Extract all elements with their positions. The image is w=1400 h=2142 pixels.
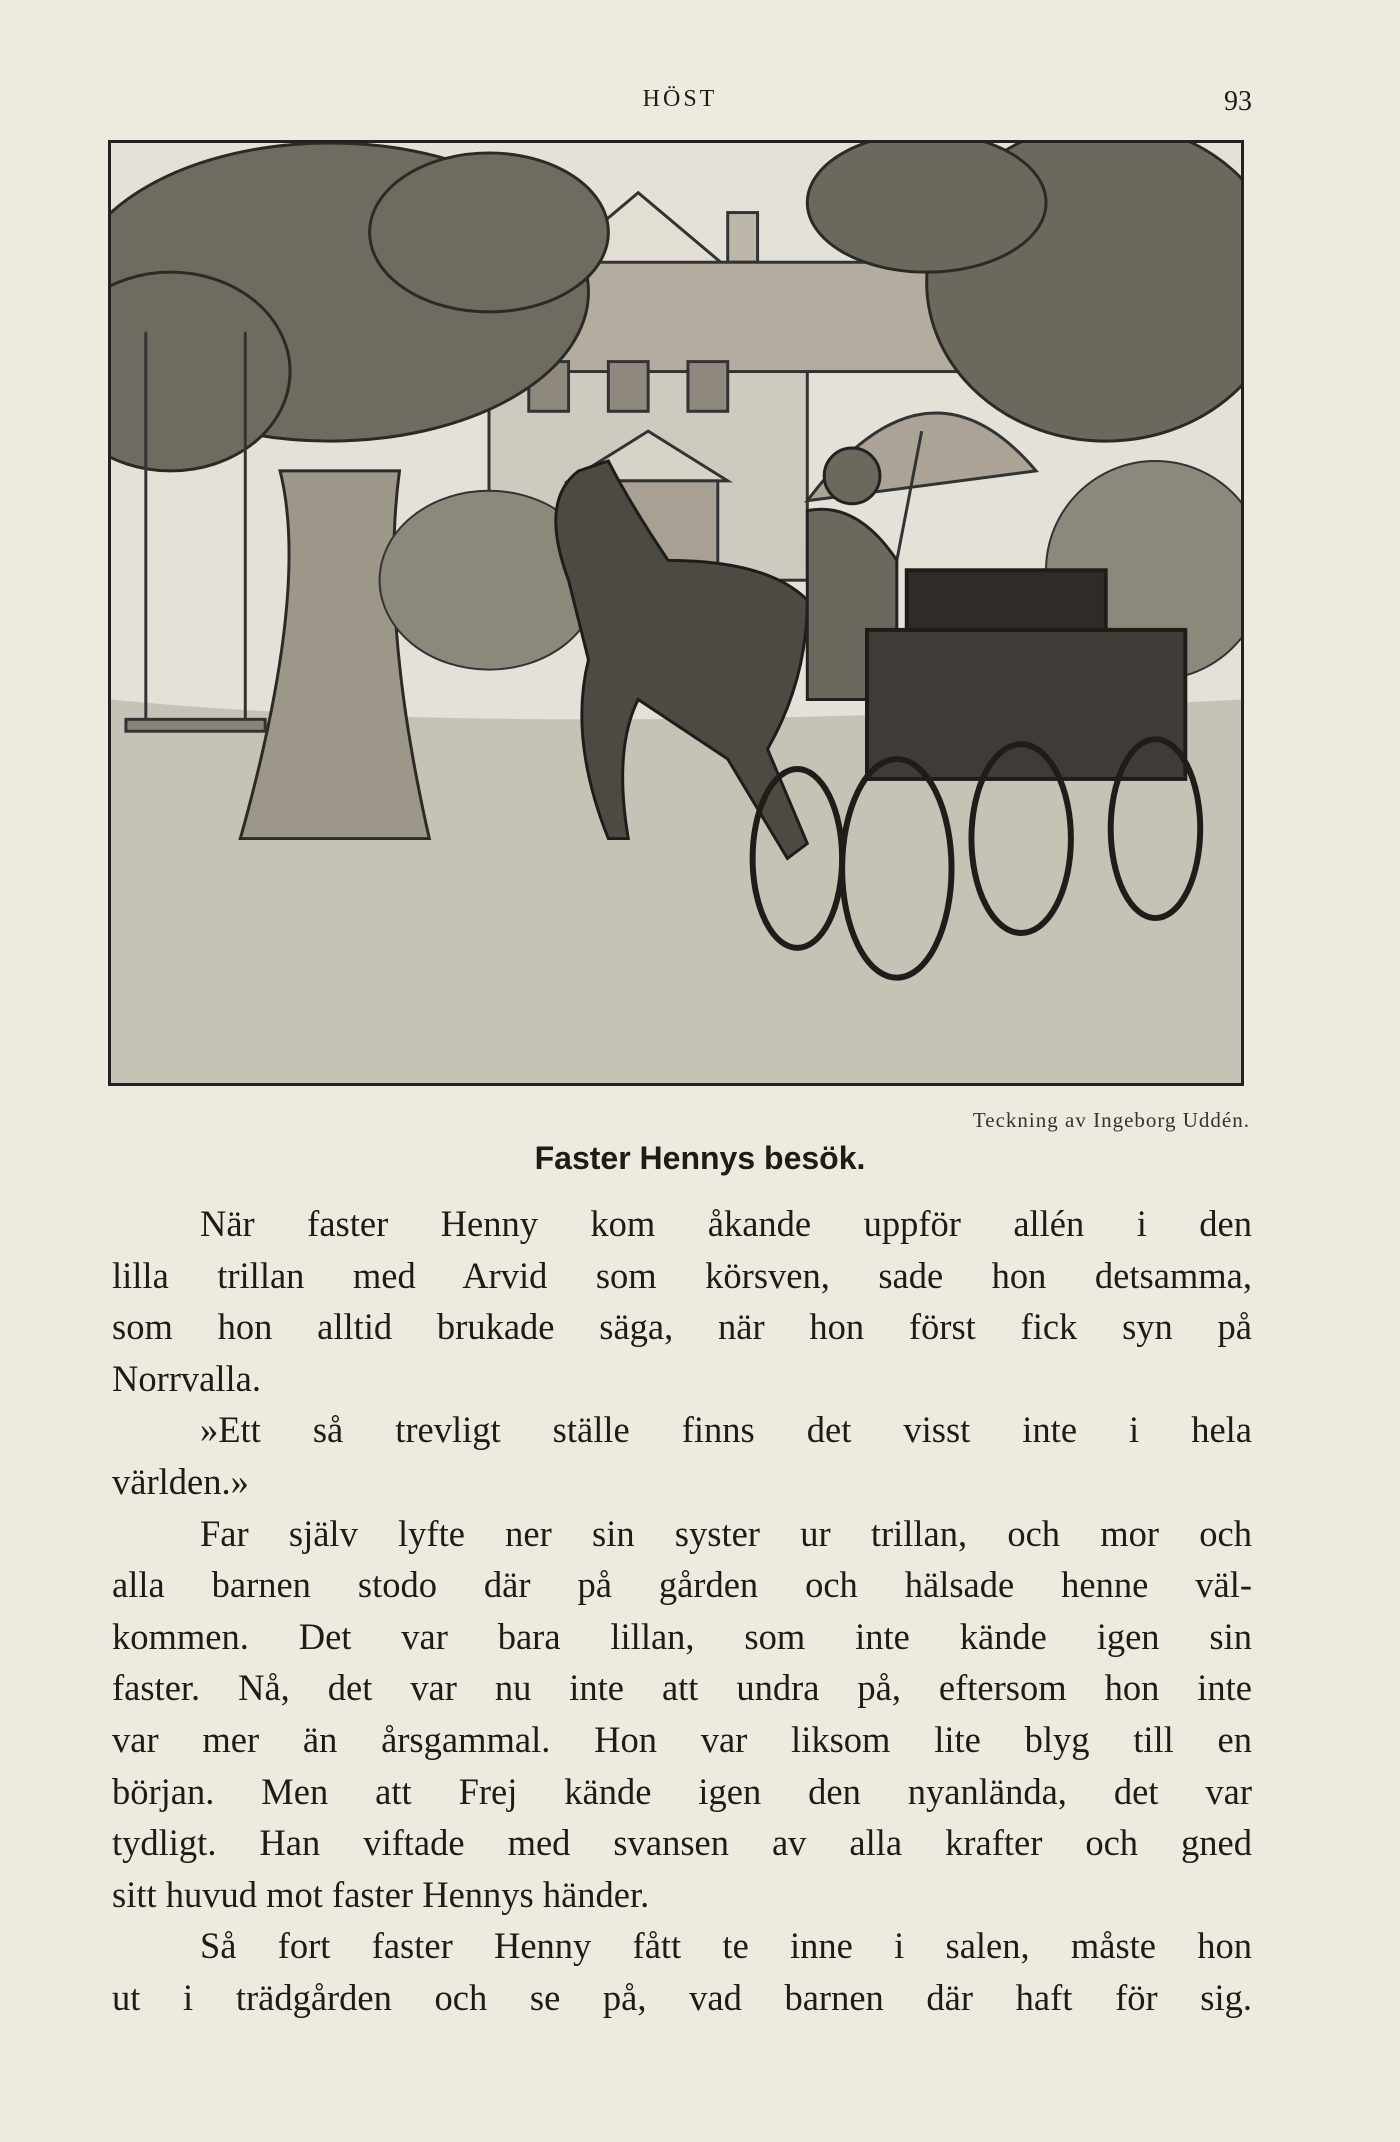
illustration	[108, 140, 1244, 1086]
text-line: Norrvalla.	[112, 1357, 261, 1399]
page-number: 93	[1224, 86, 1252, 117]
text-line: alla barnen stodo där på gården och hälsade henne väl-	[112, 1564, 1252, 1606]
running-head: HÖST	[642, 86, 718, 112]
text-line: »Ett så trevligt ställe finns det visst inte i hela	[200, 1409, 1252, 1451]
text-line: som hon alltid brukade säga, när hon först fick syn på	[112, 1306, 1252, 1348]
text-line: var mer än årsgammal. Hon var liksom lite blyg till en	[112, 1718, 1252, 1760]
text-line: Far själv lyfte ner sin syster ur trillan, och mor och	[200, 1512, 1252, 1554]
text-line: början. Men att Frej kände igen den nyanlända, det var	[112, 1770, 1252, 1812]
text-line: Så fort faster Henny fått te inne i salen, måste hon	[200, 1925, 1252, 1967]
text-line: kommen. Det var bara lillan, som inte kände igen sin	[112, 1615, 1252, 1657]
text-line: När faster Henny kom åkande uppför allén i den	[200, 1203, 1252, 1244]
text-line: ut i trädgården och se på, vad barnen där haft för sig.	[112, 1976, 1252, 2018]
text-line: tydligt. Han viftade med svansen av alla krafter och gned	[112, 1822, 1252, 1864]
text-line: världen.»	[112, 1460, 249, 1502]
text-line: lilla trillan med Arvid som körsven, sade hon detsamma,	[112, 1254, 1252, 1296]
carriage-drawing	[111, 143, 1241, 1083]
chapter-title: Faster Hennys besök.	[534, 1140, 866, 1176]
text-line: sitt huvud mot faster Hennys händer.	[112, 1873, 650, 1915]
body-text	[112, 1198, 1252, 2024]
illustration-credit: Teckning av Ingeborg Uddén.	[972, 1108, 1250, 1132]
text-line: faster. Nå, det var nu inte att undra på, eftersom hon inte	[112, 1667, 1252, 1709]
page-header	[108, 86, 1252, 126]
